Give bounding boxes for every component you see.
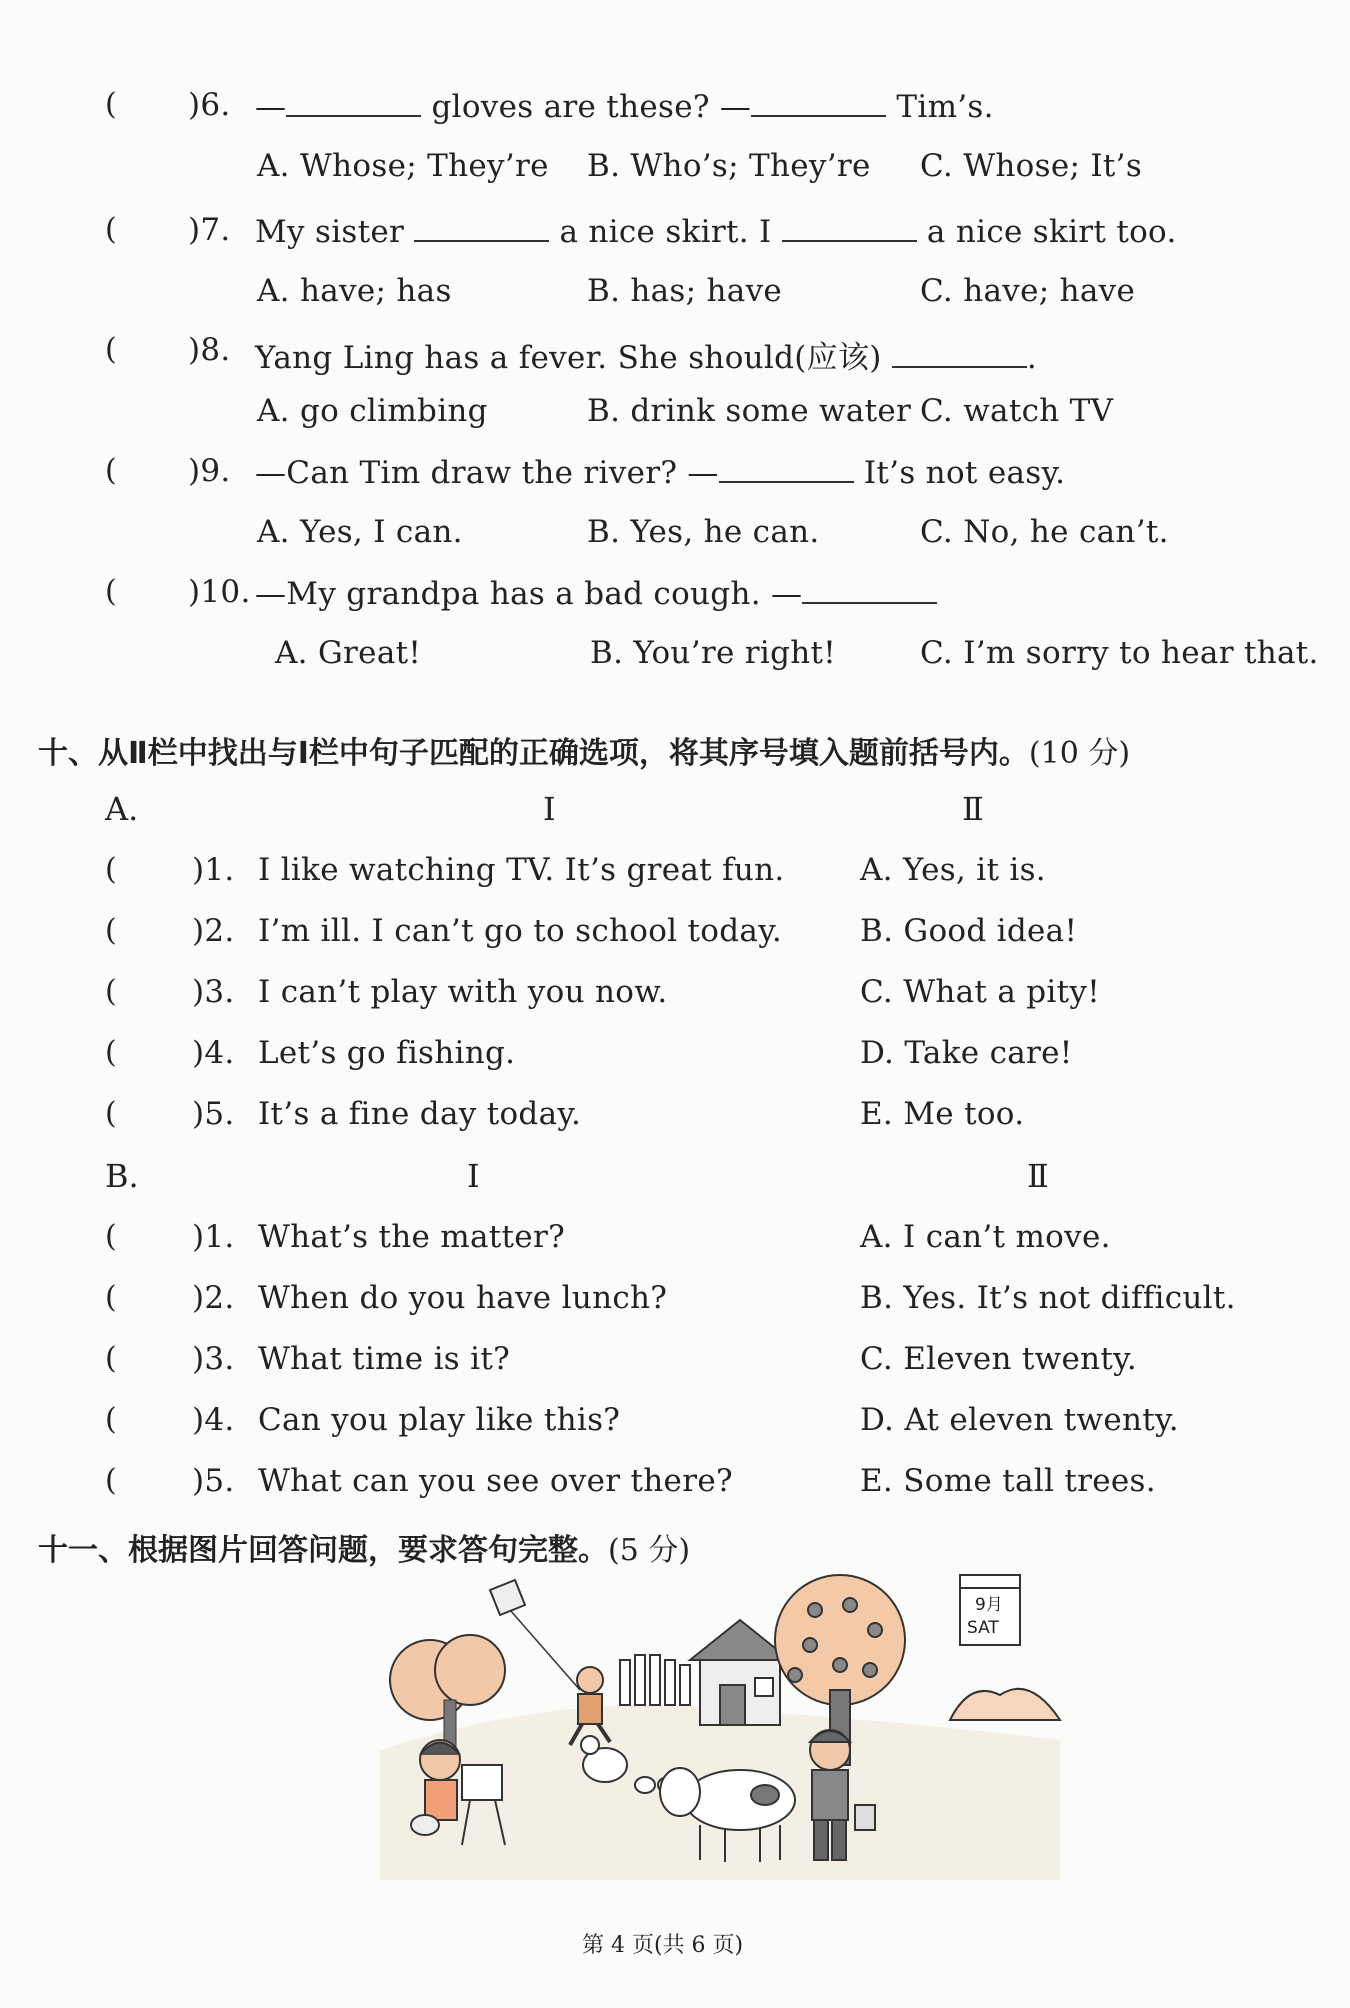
question-text-segment: —Can Tim draw the river? — (255, 455, 719, 491)
match-option: E. Some tall trees. (860, 1463, 1156, 1499)
question-text (255, 574, 937, 612)
match-sentence: What’s the matter? (258, 1219, 565, 1255)
section-score: (5 分) (608, 1533, 691, 1568)
answer-bracket[interactable]: ( (105, 1280, 117, 1315)
match-sentence: When do you have lunch? (258, 1280, 668, 1316)
section-heading (38, 1525, 690, 1569)
answer-option[interactable]: A. Yes, I can. (257, 514, 463, 550)
answer-bracket[interactable]: ( (105, 852, 117, 887)
match-option: B. Good idea! (860, 913, 1078, 949)
match-option: D. At eleven twenty. (860, 1402, 1179, 1438)
calendar-month-text: 9月 (975, 1595, 1003, 1615)
answer-option[interactable]: B. You’re right! (590, 635, 837, 671)
match-option: B. Yes. It’s not difficult. (860, 1280, 1236, 1316)
column-header-i: Ⅰ (543, 790, 556, 828)
question-number: )2. (192, 1280, 235, 1316)
answer-option[interactable]: B. drink some water (587, 393, 912, 429)
section-heading-text: 十一、根据图片回答问题，要求答句完整。 (38, 1533, 608, 1568)
question-number: )9. (188, 453, 231, 489)
question-number: )5. (192, 1463, 235, 1499)
answer-bracket[interactable]: ( (105, 332, 117, 367)
fill-in-blank[interactable] (751, 87, 886, 117)
question-text-segment: a nice skirt too. (916, 214, 1177, 250)
question-text-segment: —My grandpa has a bad cough. — (255, 576, 803, 612)
question-number: )8. (188, 332, 231, 368)
question-number: )1. (192, 1219, 235, 1255)
question-text (255, 87, 994, 125)
question-text-segment: . (1026, 340, 1037, 376)
answer-option[interactable]: C. No, he can’t. (920, 514, 1169, 550)
question-number: )6. (188, 87, 231, 123)
match-option: A. Yes, it is. (860, 852, 1046, 888)
fill-in-blank[interactable] (286, 87, 421, 117)
match-sentence: What can you see over there? (258, 1463, 733, 1499)
farm-scene-illustration (370, 1570, 1070, 1880)
answer-option[interactable]: A. Whose; They’re (257, 148, 549, 184)
question-text-segment: It’s not easy. (853, 455, 1066, 491)
question-number: )7. (188, 212, 231, 248)
column-header-ii: Ⅱ (962, 790, 984, 828)
question-number: )5. (192, 1096, 235, 1132)
match-sentence: Can you play like this? (258, 1402, 621, 1438)
match-option: C. What a pity! (860, 974, 1100, 1010)
question-text-segment: Yang Ling has a fever. She should(应该) (255, 340, 892, 376)
calendar-day-text: SAT (967, 1618, 999, 1638)
section-score: (10 分) (1028, 736, 1131, 771)
match-option: E. Me too. (860, 1096, 1025, 1132)
calendar-icon (960, 1575, 1020, 1645)
question-number: )1. (192, 852, 235, 888)
answer-bracket[interactable]: ( (105, 1219, 117, 1254)
answer-bracket[interactable]: ( (105, 87, 117, 122)
answer-option[interactable]: B. Yes, he can. (587, 514, 820, 550)
fill-in-blank[interactable] (782, 212, 917, 242)
part-label: B. (105, 1157, 139, 1195)
answer-option[interactable]: C. have; have (920, 273, 1136, 309)
match-sentence: I can’t play with you now. (258, 974, 668, 1010)
answer-bracket[interactable]: ( (105, 1402, 117, 1437)
answer-bracket[interactable]: ( (105, 574, 117, 609)
answer-bracket[interactable]: ( (105, 1463, 117, 1498)
match-option: C. Eleven twenty. (860, 1341, 1138, 1377)
answer-bracket[interactable]: ( (105, 913, 117, 948)
answer-bracket[interactable]: ( (105, 1096, 117, 1131)
answer-option[interactable]: B. has; have (587, 273, 783, 309)
match-sentence: I’m ill. I can’t go to school today. (258, 913, 783, 949)
answer-option[interactable]: A. have; has (257, 273, 452, 309)
question-number: )10. (188, 574, 251, 610)
question-text-segment: My sister (255, 214, 415, 250)
fill-in-blank[interactable] (414, 212, 549, 242)
match-sentence: What time is it? (258, 1341, 511, 1377)
question-number: )4. (192, 1035, 235, 1071)
match-sentence: I like watching TV. It’s great fun. (258, 852, 785, 888)
column-header-i: Ⅰ (467, 1157, 480, 1195)
answer-option[interactable]: C. watch TV (920, 393, 1114, 429)
answer-option[interactable]: C. Whose; It’s (920, 148, 1143, 184)
answer-option[interactable]: B. Who’s; They’re (587, 148, 871, 184)
fill-in-blank[interactable] (719, 453, 854, 483)
question-text-segment: Tim’s. (886, 89, 994, 125)
question-text-segment: — (255, 89, 287, 125)
question-text-segment: gloves are these? — (421, 89, 752, 125)
answer-option[interactable]: A. Great! (275, 635, 422, 671)
fence-illustration (620, 1655, 690, 1705)
match-option: D. Take care! (860, 1035, 1073, 1071)
section-heading (38, 728, 1130, 772)
answer-bracket[interactable]: ( (105, 1341, 117, 1376)
fill-in-blank[interactable] (892, 338, 1027, 368)
answer-option[interactable]: A. go climbing (257, 393, 488, 429)
answer-bracket[interactable]: ( (105, 1035, 117, 1070)
column-header-ii: Ⅱ (1027, 1157, 1049, 1195)
answer-bracket[interactable]: ( (105, 212, 117, 247)
match-sentence: It’s a fine day today. (258, 1096, 582, 1132)
question-text (255, 332, 1037, 377)
question-number: )3. (192, 1341, 235, 1377)
match-sentence: Let’s go fishing. (258, 1035, 516, 1071)
question-number: )4. (192, 1402, 235, 1438)
question-number: )2. (192, 913, 235, 949)
part-label: A. (105, 790, 139, 828)
page-number-footer: 第 4 页(共 6 页) (582, 1933, 744, 1958)
answer-bracket[interactable]: ( (105, 974, 117, 1009)
question-text (255, 453, 1065, 491)
match-option: A. I can’t move. (860, 1219, 1111, 1255)
answer-option[interactable]: C. I’m sorry to hear that. (920, 635, 1319, 671)
question-text-segment: a nice skirt. I (549, 214, 782, 250)
fill-in-blank[interactable] (802, 574, 937, 604)
answer-bracket[interactable]: ( (105, 453, 117, 488)
question-number: )3. (192, 974, 235, 1010)
section-heading-text: 十、从Ⅱ栏中找出与Ⅰ栏中句子匹配的正确选项，将其序号填入题前括号内。 (38, 736, 1029, 771)
question-text (255, 212, 1177, 250)
